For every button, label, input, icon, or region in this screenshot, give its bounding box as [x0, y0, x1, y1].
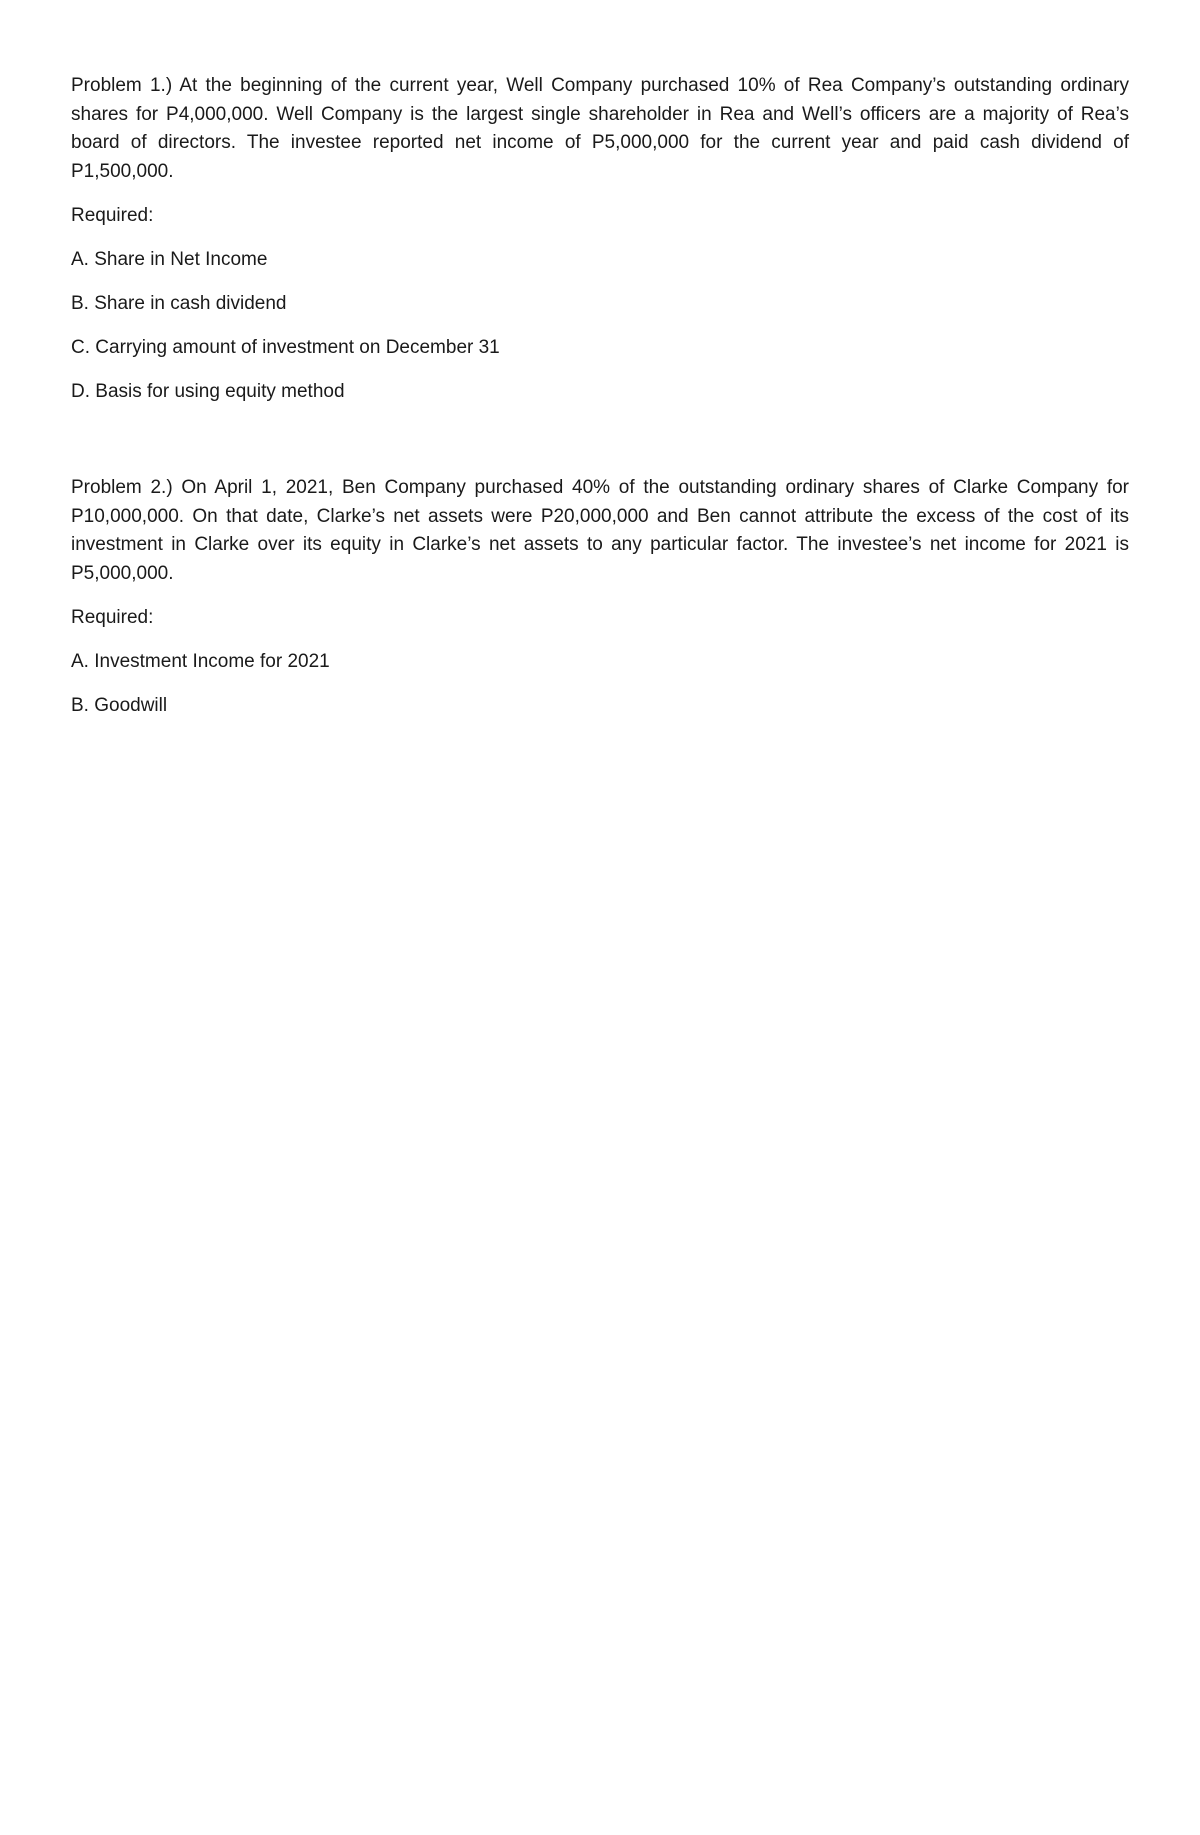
problem-1-item-b: B. Share in cash dividend	[71, 293, 287, 314]
problem-2-item-a: A. Investment Income for 2021	[71, 651, 330, 672]
problem-1-item-a: A. Share in Net Income	[71, 249, 268, 270]
problem-2	[71, 474, 1129, 720]
problem-2-statement: Problem 2.) On April 1, 2021, Ben Company purchased 40% of the outstanding ordinary shares of Clarke Company for P10,000,000. On that date, Clarke’s net assets were P20,000,000 and Ben cannot attribute the excess of the cost of its investment in Clarke over its equity in Clarke’s net assets to any particular factor. The investee’s net income for 2021 is P5,000,000.	[71, 477, 1129, 584]
problem-1-required-label: Required:	[71, 205, 154, 226]
problem-2-item-b: B. Goodwill	[71, 695, 168, 716]
problem-1-item-c: C. Carrying amount of investment on December 31	[71, 337, 500, 358]
problem-1-item-d: D. Basis for using equity method	[71, 381, 345, 402]
problem-1	[71, 72, 1129, 406]
problem-2-required-label: Required:	[71, 607, 154, 628]
problem-1-statement: Problem 1.) At the beginning of the current year, Well Company purchased 10% of Rea Company’s outstanding ordinary shares for P4,000,000. Well Company is the largest single shareholder in Rea and Well’s officers are a majority of Rea’s board of directors. The investee reported net income of P5,000,000 for the current year and paid cash dividend of P1,500,000.	[71, 75, 1129, 182]
document-page	[71, 72, 1129, 720]
